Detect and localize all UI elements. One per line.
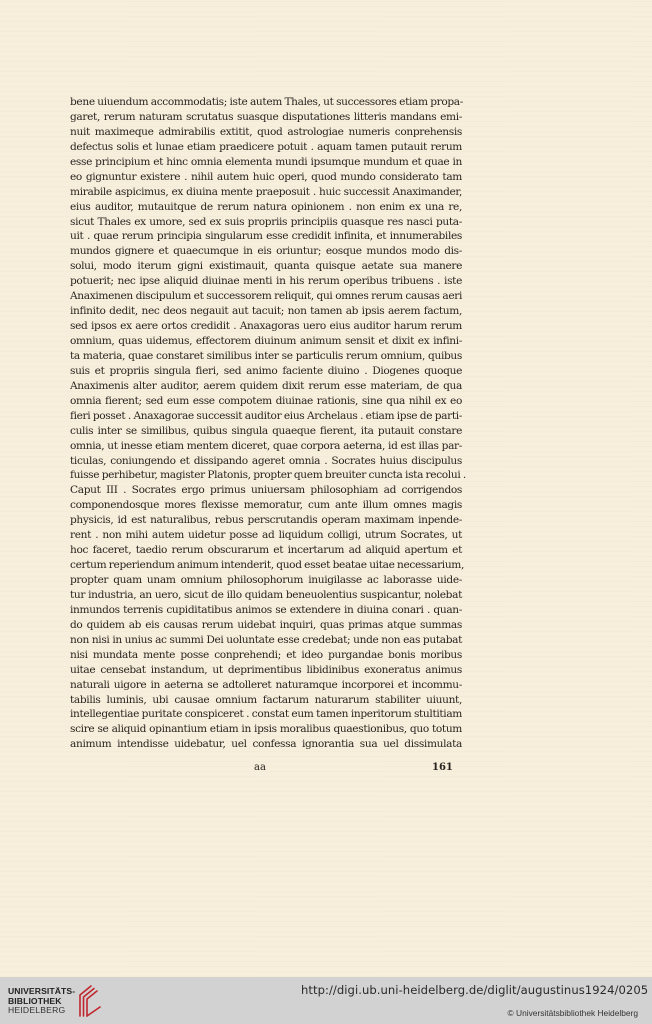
text-line: ticulas, coniungendo et dissipando ageret omnia . Socrates huius discipulus bbox=[70, 454, 462, 467]
copyright-notice: © Universitätsbibliothek Heidelberg bbox=[507, 1008, 638, 1018]
permalink-url[interactable]: http://digi.ub.uni-heidelberg.de/diglit/augustinus1924/0205 bbox=[301, 983, 649, 997]
chapter-heading-line: Caput III . Socrates ergo primus uniuersam philosophiam ad corrigendos bbox=[70, 484, 462, 497]
text-line: omnium, quas uidemus, effectorem diuinum animum sensit et dixit ex infini- bbox=[70, 335, 462, 347]
text-line: sicut Thales ex umore, sed ex suis propriis principiis quasque res nasci puta- bbox=[70, 215, 462, 228]
text-line: nisi mundata mente posse conprehendi; et ideo purgandae bonis moribus bbox=[70, 648, 462, 661]
text-line: mundos gignere et quaecumque in eis oriuntur; eosque mundos modo dis- bbox=[70, 245, 462, 258]
text-line: uit . quae rerum principia singularum esse credidit infinita, et innumerabiles bbox=[70, 230, 462, 243]
text-line: naturali uigore in aeterna se adtolleret naturamque incorporei et incommu- bbox=[70, 678, 462, 691]
text-line: mirabile aspicimus, ex diuina mente praeposuit . huic successit Anaximander, bbox=[70, 185, 462, 198]
library-logo bbox=[8, 985, 103, 1019]
text-line: do quidem ab eis causas rerum uidebat inquiri, quas primas atque summas bbox=[70, 618, 462, 631]
text-line: defectus solis et lunae etiam praedicere potuit . aquam tamen putauit rerum bbox=[70, 140, 462, 153]
text-line: infinito dedit, nec deos negauit aut tacuit; non tamen ab ipsis aerem factum, bbox=[70, 305, 462, 318]
text-line: componendosque mores flexisse memoratur, cum ante illum omnes magis bbox=[70, 499, 462, 512]
text-line: physicis, id est naturalibus, rebus perscrutandis operam maximam inpende- bbox=[70, 514, 462, 527]
text-line: certum reperiendum animum intenderit, quod esset beatae uitae necessarium, bbox=[70, 559, 465, 572]
logo-text bbox=[8, 987, 75, 1016]
text-line: scire se aliquid opinantium etiam in ipsis moralibus quaestionibus, quo totum bbox=[70, 723, 462, 736]
text-line: bene uiuendum accommodatis; iste autem Thales, ut successores etiam propa- bbox=[70, 96, 464, 108]
text-line: tur industria, an uero, sicut de illo quidam beneuolentius suspicantur, nolebat bbox=[70, 588, 462, 601]
text-line: esse principium et hinc omnia elementa mundi ipsumque mundum et quae in bbox=[70, 155, 462, 168]
text-line: fuisse perhibetur, magister Platonis, propter quem breuiter cuncta ista recolui . bbox=[70, 469, 466, 482]
text-line: sed ipsos ex aere ortos credidit . Anaxagoras uero eius auditor harum rerum bbox=[70, 320, 462, 333]
page-number: 161 bbox=[432, 762, 453, 773]
library-logo-icon bbox=[77, 985, 103, 1019]
text-line: Anaximenen discipulum et successorem reliquit, qui omnes rerum causas aeri bbox=[70, 290, 462, 303]
text-line: eo gignuntur existere . nihil autem huic operi, quod mundo considerato tam bbox=[70, 170, 462, 183]
text-line: culis inter se similibus, quibus singula quaeque fierent, ita putauit constare bbox=[70, 424, 462, 437]
text-line: nuit maximeque admirabilis extitit, quod astrologiae numeris conprehensis bbox=[70, 125, 462, 138]
text-line: uitae censebat instandum, ut deprimentibus libidinibus exoneratus animus bbox=[70, 663, 462, 676]
text-line: hoc faceret, taedio rerum obscurarum et incertarum ad aliquid apertum et bbox=[70, 544, 462, 557]
text-line: fieri posset . Anaxagorae successit auditor eius Archelaus . etiam ipse de parti- bbox=[70, 409, 462, 422]
text-line: garet, rerum naturam scrutatus suasque disputationes litteris mandans emi- bbox=[70, 110, 462, 123]
logo-line-2: BIBLIOTHEK bbox=[8, 995, 62, 1006]
text-line: Anaximenis alter auditor, aerem quidem dixit rerum esse materiam, de qua bbox=[70, 379, 462, 392]
text-line: animum intendisse uidebatur, uel confessa ignorantia sua uel dissimulata bbox=[70, 738, 462, 751]
body-text bbox=[70, 95, 466, 752]
footer-bar bbox=[0, 977, 652, 1024]
logo-line-3: HEIDELBERG bbox=[8, 1005, 66, 1016]
text-line: potuerit; nec ipse aliquid diuinae menti in his rerum operibus tribuens . iste bbox=[70, 275, 462, 288]
text-line: tabilis luminis, ubi causae omnium factarum naturarum stabiliter uiuunt, bbox=[70, 693, 462, 706]
text-line: non nisi in unius ac summi Dei uoluntate esse credebat; unde non eas putabat bbox=[70, 633, 462, 646]
text-line: solui, modo iterum gigni existimauit, quanta quisque aetate sua manere bbox=[70, 260, 462, 273]
text-line: rent . non mihi autem uidetur posse ad liquidum colligi, utrum Socrates, ut bbox=[70, 529, 462, 542]
logo-line-1: UNIVERSITÄTS- bbox=[8, 986, 76, 996]
text-line: eius auditor, mutauitque de rerum natura opinionem . non enim ex una re, bbox=[70, 200, 462, 213]
signature-mark: aa bbox=[254, 762, 266, 773]
text-line: intellegentiae puritate conspiceret . constat eum tamen inperitorum stultitiam bbox=[70, 708, 462, 721]
text-line: suis et propriis singula fieri, sed animo faciente diuino . Diogenes quoque bbox=[70, 364, 462, 377]
text-line: omnia fierent; sed eum esse compotem diuinae rationis, sine qua nihil ex eo bbox=[70, 394, 462, 407]
text-line: ta materia, quae constaret similibus inter se particulis rerum omnium, quibus bbox=[70, 349, 462, 362]
text-line: inmundos terrenis cupiditatibus animos se extendere in diuina conari . quan- bbox=[70, 603, 462, 616]
text-line: propter quam unam omnium philosophorum inuigilasse ac laborasse uide- bbox=[70, 574, 462, 586]
text-line: omnia, ut inesse etiam mentem diceret, quae corpora aeterna, id est illas par- bbox=[70, 439, 462, 452]
